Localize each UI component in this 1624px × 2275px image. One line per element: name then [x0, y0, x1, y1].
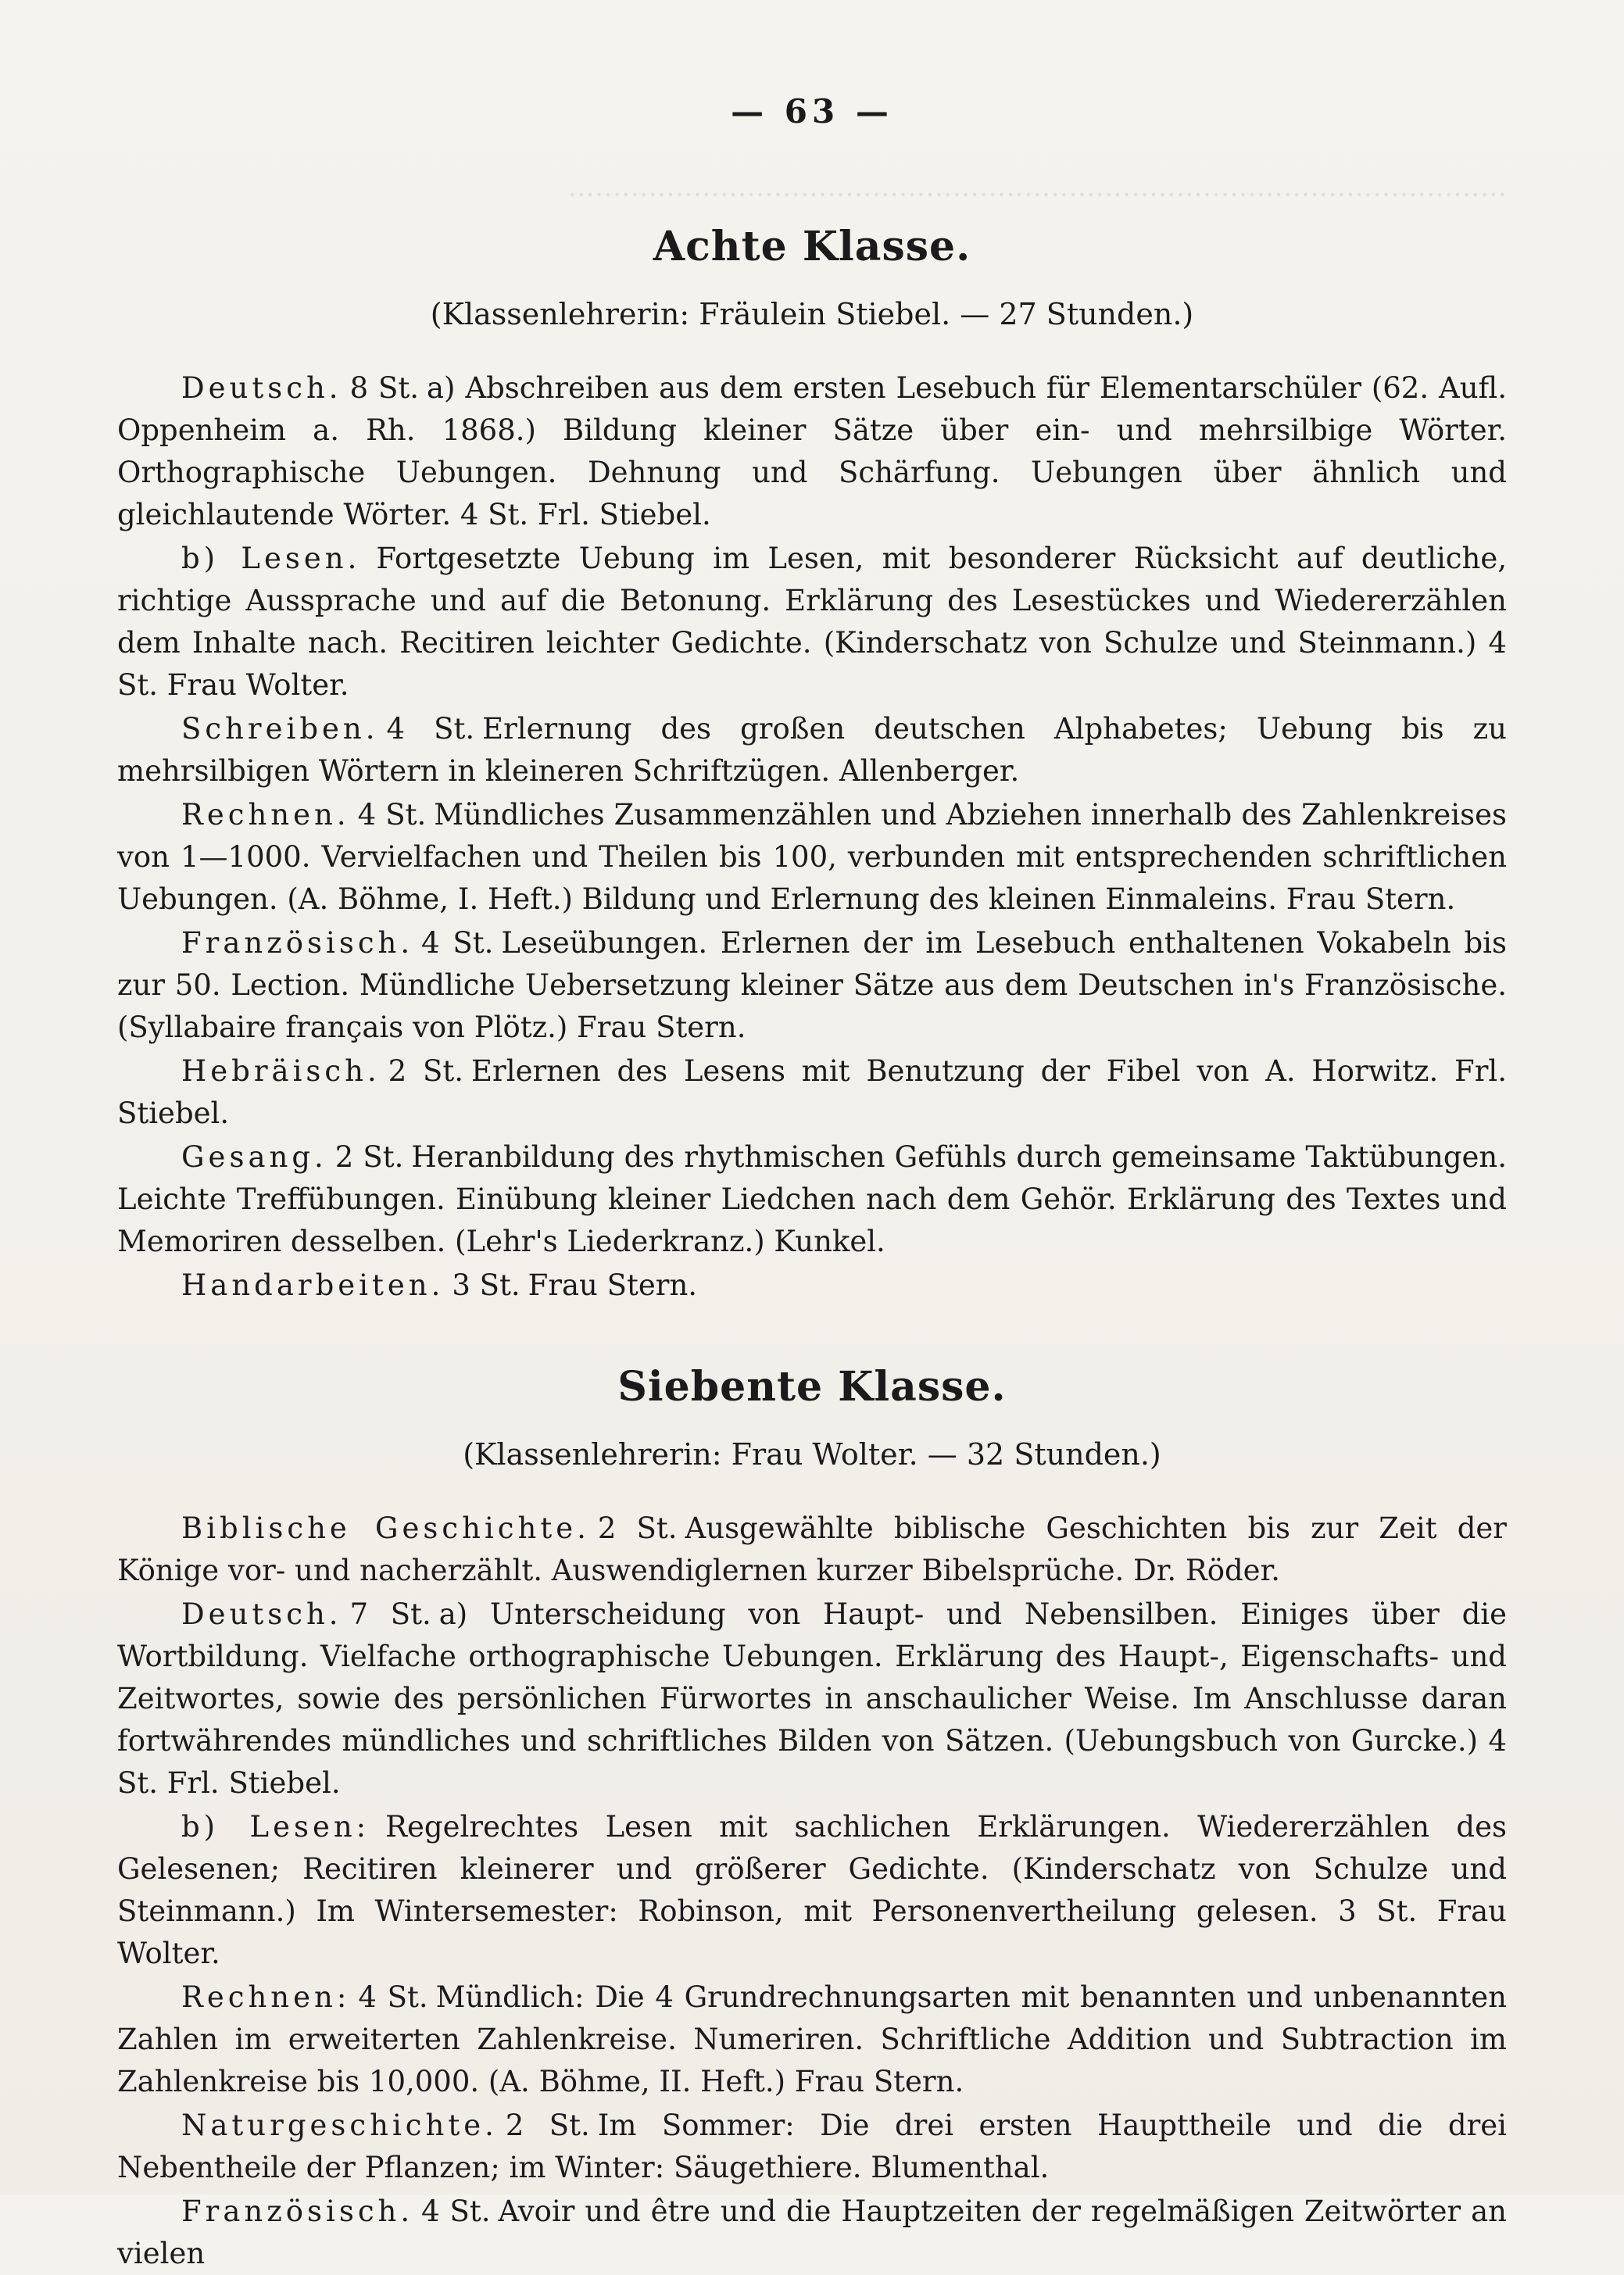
entry-hours: 8 St.: [349, 371, 419, 405]
entry-hours: 4 St.: [357, 798, 427, 832]
entry: [117, 538, 1507, 706]
entry-subject: Deutsch.: [181, 371, 342, 405]
entry-text: Leseübungen. Erlernen der im Lesebuch enthaltenen Vokabeln bis zur 50. Lection. Mündliche Uebersetzung kleiner Sätze aus dem Deutschen in's Französische. (Syllabaire français von Plötz.) Frau Stern.: [117, 926, 1507, 1044]
entry: [117, 1508, 1507, 1592]
entry-subject: b) Lesen.: [181, 542, 361, 575]
entry-subject: Handarbeiten.: [181, 1268, 445, 1302]
entry: [117, 1050, 1507, 1135]
entry-text: Ausgewählte biblische Geschichten bis zur Zeit der Könige vor- und nacherzählt. Auswendiglernen kurzer Bibelsprüche. Dr. Röder.: [117, 1511, 1507, 1587]
entry-hours: 4 St.: [421, 926, 494, 960]
entry-text: Frau Stern.: [528, 1268, 698, 1302]
entry: [117, 708, 1507, 792]
entry-hours: 2 St.: [505, 2109, 590, 2142]
entry-hours: 2 St.: [334, 1140, 404, 1174]
section-heading: Siebente Klasse.: [617, 1363, 1007, 1411]
entry: [117, 2191, 1507, 2275]
entry: [117, 1976, 1507, 2103]
entry-subject: Französisch.: [181, 2195, 414, 2228]
entry-subject: Gesang.: [181, 1140, 327, 1174]
entry-text: Mündlich: Die 4 Grundrechnungsarten mit benannten und unbenannten Zahlen im erweiterten Zahlenkreise. Numeriren. Schriftliche Addition und Subtraction im Zahlenkreise bis 10,000. (A. Böhme, II. Heft.) Frau Stern.: [117, 1980, 1507, 2098]
entry: [117, 1264, 1507, 1307]
entry-subject: Biblische Geschichte.: [181, 1511, 590, 1545]
section-siebente-klasse: [117, 1363, 1507, 2275]
entry: [117, 1136, 1507, 1263]
entry: [117, 1594, 1507, 1805]
entry-hours: 4 St.: [358, 1980, 428, 2014]
entry: [117, 367, 1507, 536]
entry-hours: 3 St.: [452, 1268, 520, 1302]
entry-subject: Rechnen.: [181, 798, 350, 832]
entry-text: Fortgesetzte Uebung im Lesen, mit besonderer Rücksicht auf deutliche, richtige Aussprache und auf die Betonung. Erklärung des Lesestückes und Wiedererzählen dem Inhalte nach. Recitiren leichter Gedichte. (Kinderschatz von Schulze und Steinmann.) 4 St. Frau Wolter.: [117, 542, 1507, 702]
teacher-line: (Klassenlehrerin: Frau Wolter. — 32 Stunden.): [463, 1437, 1161, 1472]
entry-text: Im Sommer: Die drei ersten Haupttheile und die drei Nebentheile der Pflanzen; im Winter: Säugethiere. Blumenthal.: [117, 2109, 1508, 2184]
entry: [117, 922, 1507, 1049]
entry-text: Regelrechtes Lesen mit sachlichen Erklärungen. Wiedererzählen des Gelesenen; Recitiren kleinerer und größerer Gedichte. (Kinderschatz von Schulze und Steinmann.) Im Wintersemester: Robinson, mit Personenvertheilung gelesen. 3 St. Frau Wolter.: [117, 1810, 1508, 1970]
entry-subject: Rechnen:: [181, 1980, 351, 2014]
entry-text: a) Unterscheidung von Haupt- und Nebensilben. Einiges über die Wortbildung. Vielfache orthographische Uebungen. Erklärung des Haupt-, Eigenschafts- und Zeitwortes, sowie des persönlichen Fürwortes in anschaulicher Weise. Im Anschlusse daran fortwährendes mündliches und schriftliches Bilden von Sätzen. (Uebungsbuch von Gurcke.) 4 St. Frl. Stiebel.: [117, 1597, 1507, 1800]
entry-subject: b) Lesen:: [181, 1810, 370, 1844]
section-achte-klasse: [117, 223, 1507, 1307]
entry-subject: Schreiben.: [181, 712, 379, 746]
entry-text: Erlernen des Lesens mit Benutzung der Fibel von A. Horwitz. Frl. Stiebel.: [117, 1054, 1508, 1130]
entry: [117, 2105, 1507, 2189]
entry: [117, 1806, 1507, 1975]
entry-hours: 7 St.: [349, 1597, 431, 1631]
entry-subject: Französisch.: [181, 926, 414, 960]
entry-text: a) Abschreiben aus dem ersten Lesebuch für Elementarschüler (62. Aufl. Oppenheim a. Rh. 1868.) Bildung kleiner Sätze über ein- und mehrsilbige Wörter. Orthographische Uebungen. Dehnung und Schärfung. Uebungen über ähnlich und gleichlautende Wörter. 4 St. Frl. Stiebel.: [117, 371, 1507, 531]
entry-text: Erlernung des großen deutschen Alphabetes; Uebung bis zu mehrsilbigen Wörtern in kleineren Schriftzügen. Allenberger.: [117, 712, 1508, 788]
entry-text: Heranbildung des rhythmischen Gefühls durch gemeinsame Taktübungen. Leichte Treffübungen. Einübung kleiner Liedchen nach dem Gehör. Erklärung des Textes und Memoriren desselben. (Lehr's Liederkranz.) Kunkel.: [117, 1140, 1508, 1258]
teacher-line: (Klassenlehrerin: Fräulein Stiebel. — 27 Stunden.): [430, 297, 1194, 331]
entry-hours: 2 St.: [388, 1054, 464, 1088]
entry: [117, 794, 1507, 921]
entry-subject: Naturgeschichte.: [181, 2109, 498, 2142]
entry-hours: 4 St.: [421, 2195, 491, 2228]
entry-hours: 2 St.: [597, 1511, 678, 1545]
section-heading: Achte Klasse.: [653, 223, 971, 270]
entry-subject: Hebräisch.: [181, 1054, 381, 1088]
entry-hours: 4 St.: [386, 712, 475, 746]
entry-text: Avoir und être und die Hauptzeiten der regelmäßigen Zeitwörter an vielen: [117, 2195, 1508, 2270]
bleed-through-text: .........................................................................................................: [567, 171, 1507, 203]
page-number: — 63 —: [731, 92, 893, 131]
section-spacer: [117, 1308, 1507, 1363]
entry-subject: Deutsch.: [181, 1597, 342, 1631]
entry-text: Mündliches Zusammenzählen und Abziehen innerhalb des Zahlenkreises von 1—1000. Vervielfachen und Theilen bis 100, verbunden mit entsprechenden schriftlichen Uebungen. (A. Böhme, I. Heft.) Bildung und Erlernung des kleinen Einmaleins. Frau Stern.: [117, 798, 1507, 916]
